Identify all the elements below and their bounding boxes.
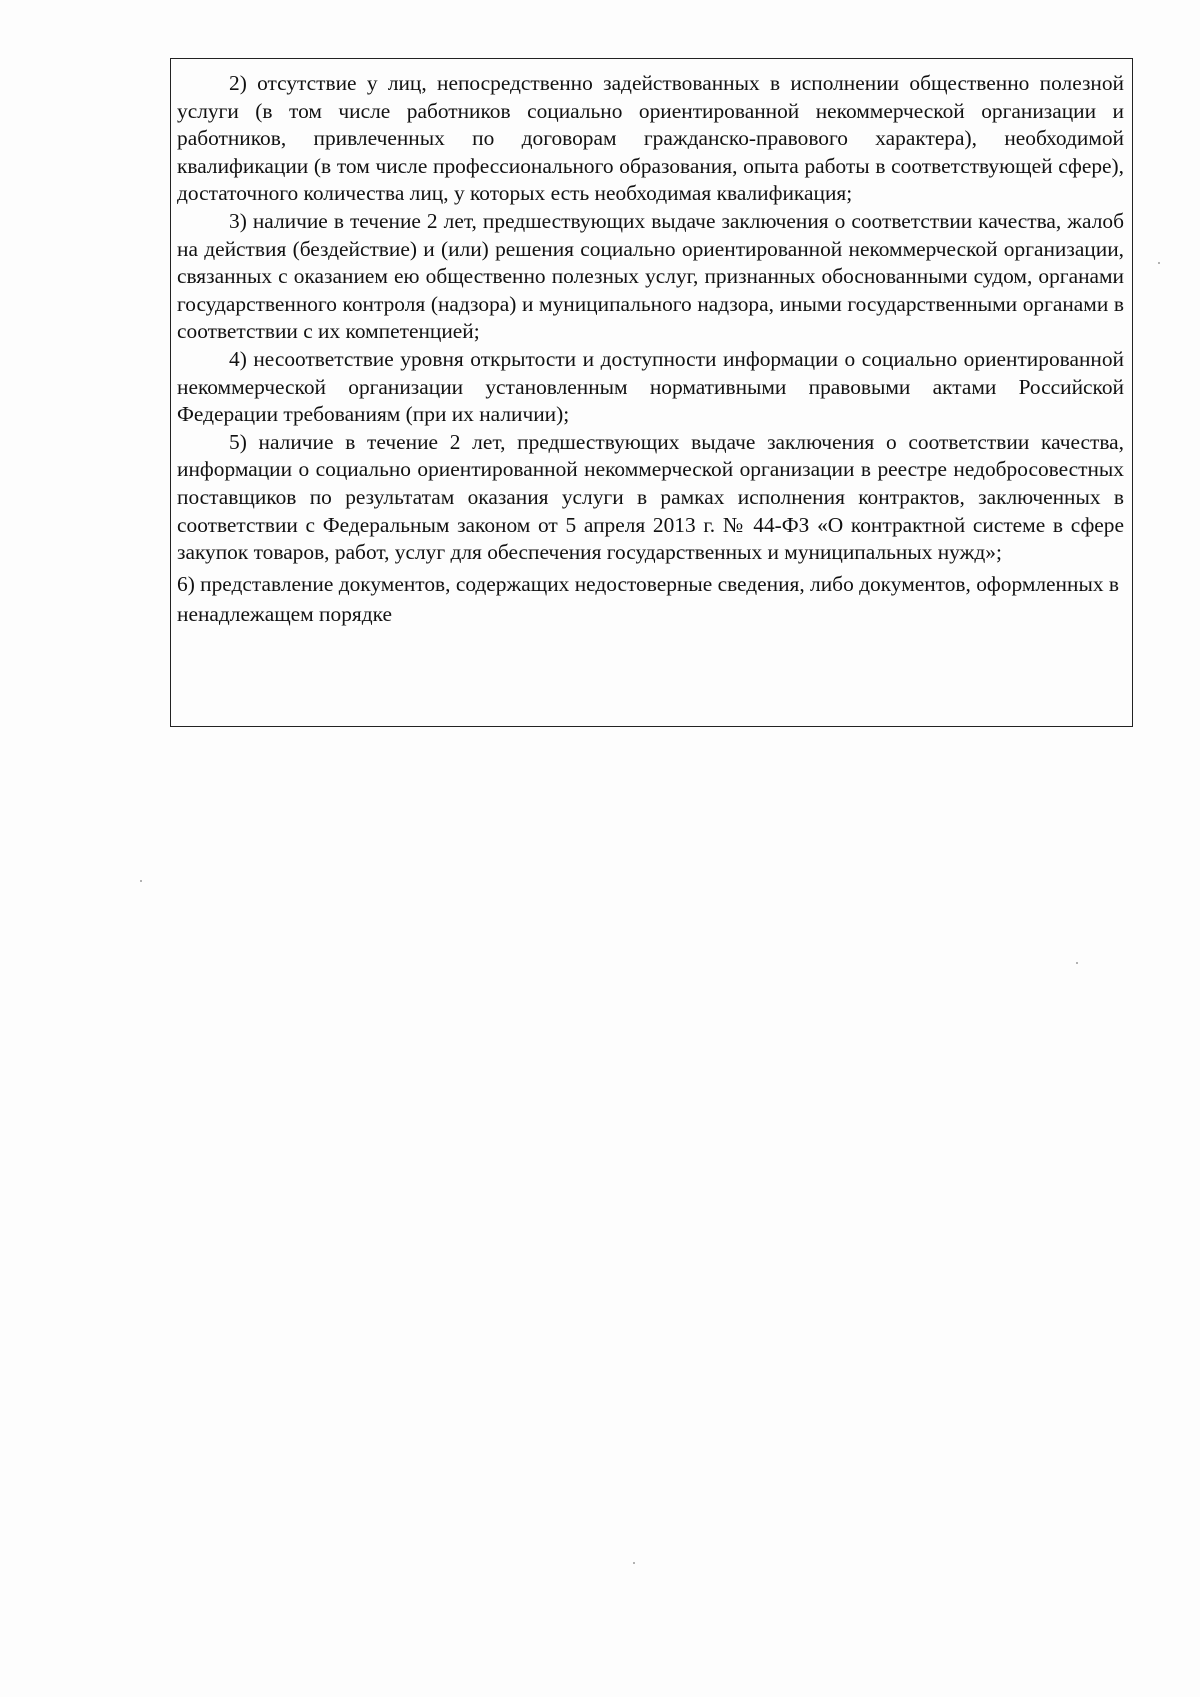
scan-speck bbox=[1076, 962, 1078, 964]
bordered-text-block bbox=[170, 58, 1133, 727]
scan-speck bbox=[140, 880, 142, 882]
list-item-6: 6) представление документов, содержащих недостоверные сведения, либо документов, оформленных в ненадлежащем порядке bbox=[177, 571, 1119, 627]
scan-speck bbox=[633, 1562, 635, 1564]
list-item-4: 4) несоответствие уровня открытости и доступности информации о социально ориентированной некоммерческой организации установленным нормативными правовыми актами Российской Федерации требованиям (при их наличии); bbox=[177, 346, 1124, 427]
list-item-2: 2) отсутствие у лиц, непосредственно задействованных в исполнении общественно полезной услуги (в том числе работников социально ориентированной некоммерческой организации и работников, привлеченных по договорам гражданско-правового характера), необходимой квалификации (в том числе профессионального образования, опыта работы в соответствующей сфере), достаточного количества лиц, у которых есть необходимая квалификация; bbox=[177, 71, 1124, 206]
list-item-5: 5) наличие в течение 2 лет, предшествующих выдаче заключения о соответствии качества, информации о социально ориентированной некоммерческой организации в реестре недобросовестных поставщиков по результатам оказания услуги в рамках исполнения контрактов, заключенных в соответствии с Федеральным законом от 5 апреля 2013 г. № 44-ФЗ «О контрактной системе в сфере закупок товаров, работ, услуг для обеспечения государственных и муниципальных нужд»; bbox=[177, 429, 1124, 565]
scan-speck bbox=[1158, 262, 1160, 264]
list-item-3: 3) наличие в течение 2 лет, предшествующих выдаче заключения о соответствии качества, жалоб на действия (бездействие) и (или) решения социально ориентированной некоммерческой организации, связанных с оказанием ею общественно полезных услуг, признанных обоснованными судом, органами государственного контроля (надзора) и муниципального надзора, иными государственными органами в соответствии с их компетенцией; bbox=[177, 208, 1124, 344]
